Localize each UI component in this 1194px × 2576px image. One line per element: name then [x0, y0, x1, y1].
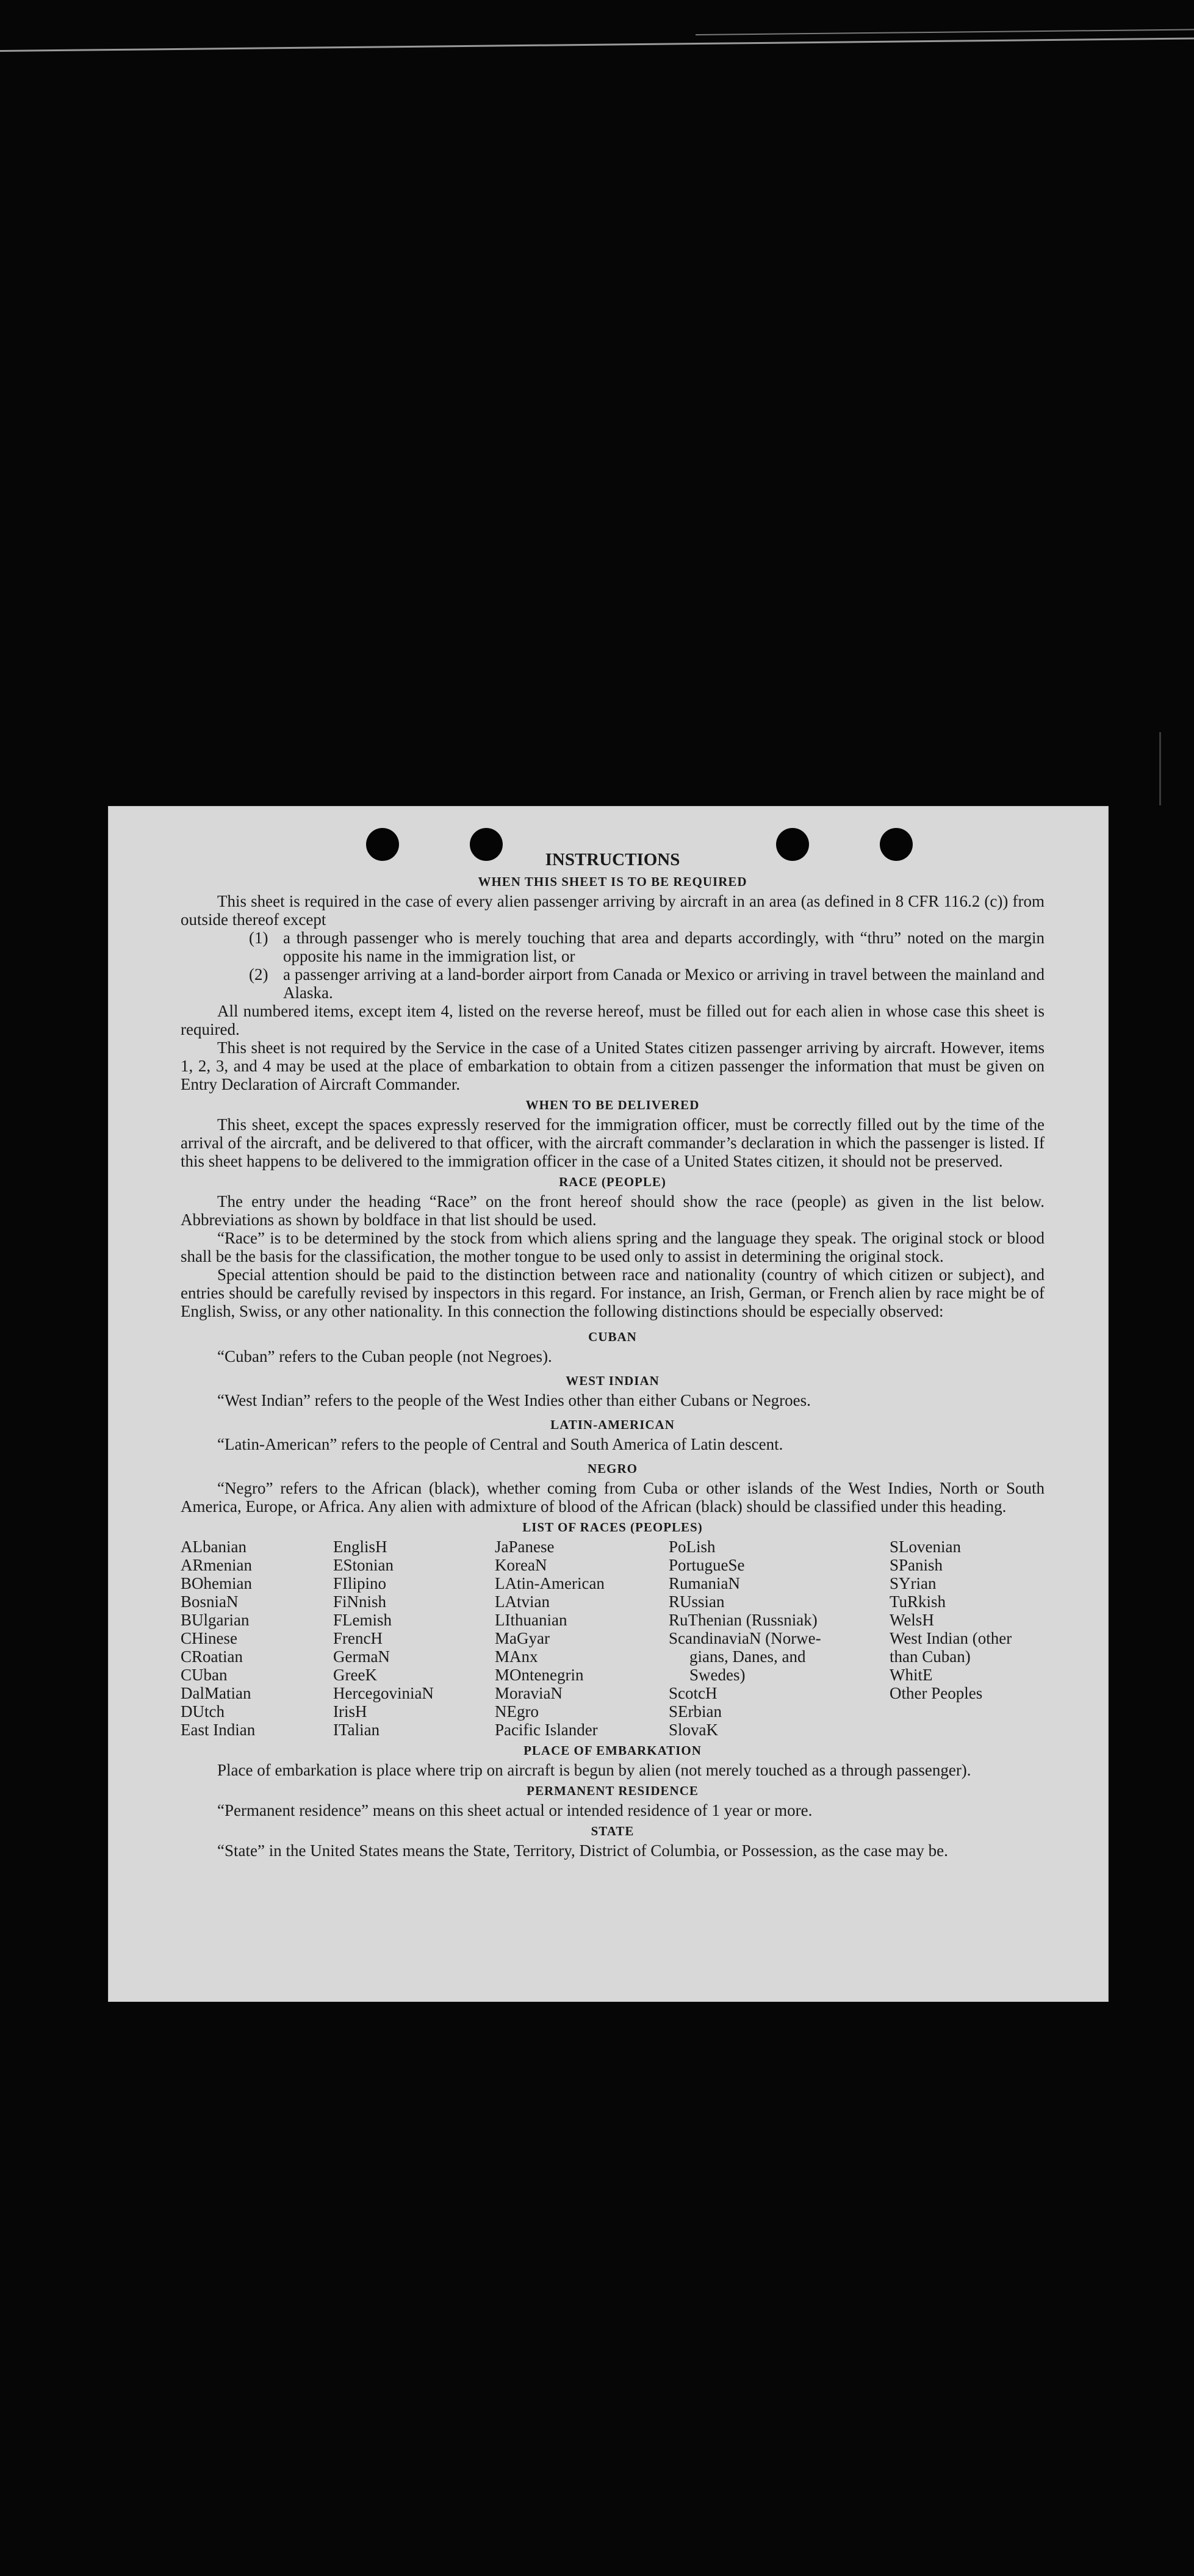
list-item: CHinese [181, 1629, 237, 1647]
races-column-1 [181, 1538, 333, 1739]
section-heading-latin-american: LATIN-AMERICAN [550, 1417, 675, 1432]
list-item: BosniaN [181, 1592, 239, 1611]
instructions-body [181, 851, 1045, 1860]
list-item-continuation: Swedes) [689, 1666, 746, 1684]
list-item: ScandinaviaN (Norwe- [669, 1629, 821, 1647]
list-item-continuation: than Cuban) [890, 1647, 971, 1666]
paragraph: “Negro” refers to the African (black), whether coming from Cuba or other islands of the West Indies, North or South America, Europe, or Africa. Any alien with admixture of blood of the African (black) should be classified under this heading. [181, 1479, 1045, 1516]
list-item: KoreaN [495, 1556, 547, 1574]
list-item: WhitE [890, 1666, 933, 1684]
section-heading-west-indian: WEST INDIAN [566, 1373, 660, 1388]
list-item: ScotcH [669, 1684, 717, 1702]
races-column-3 [495, 1538, 669, 1739]
list-item: HercegoviniaN [333, 1684, 434, 1702]
list-item: BUlgarian [181, 1611, 250, 1629]
paragraph: This sheet is not required by the Service in the case of a United States citizen passenger arriving by aircraft. However, items 1, 2, 3, and 4 may be used at the place of embarkation to obtain from a citizen passenger the information that must be given on Entry Declaration of Aircraft Commander. [181, 1038, 1045, 1093]
list-item [181, 929, 1045, 965]
list-item: GermaN [333, 1647, 390, 1666]
list-item: MOntenegrin [495, 1666, 584, 1684]
list-item-number: (2) [249, 965, 268, 984]
paragraph: “Latin-American” refers to the people of Central and South America of Latin descent. [217, 1435, 783, 1453]
list-item: LAtvian [495, 1592, 550, 1611]
list-item: GreeK [333, 1666, 377, 1684]
document-page [109, 807, 1108, 2001]
scanner-artifact [1159, 732, 1161, 805]
list-item: IrisH [333, 1702, 367, 1721]
list-item: East Indian [181, 1721, 256, 1739]
section-heading-residence: PERMANENT RESIDENCE [527, 1783, 699, 1798]
list-item: FrencH [333, 1629, 383, 1647]
races-list [181, 1538, 1045, 1739]
races-column-5 [890, 1538, 1045, 1739]
section-heading-negro: NEGRO [587, 1461, 638, 1476]
list-item-continuation: gians, Danes, and [689, 1647, 806, 1666]
section-heading-cuban: CUBAN [588, 1329, 637, 1344]
paragraph: “West Indian” refers to the people of the West Indies other than either Cubans or Negroes. [217, 1391, 811, 1409]
list-item: West Indian (other [890, 1629, 1012, 1647]
list-item: TuRkish [890, 1592, 946, 1611]
list-item: LAtin-American [495, 1574, 605, 1592]
list-item: WelsH [890, 1611, 934, 1629]
list-item: FLemish [333, 1611, 392, 1629]
list-item: LIthuanian [495, 1611, 567, 1629]
list-item: SErbian [669, 1702, 722, 1721]
list-item: SLovenian [890, 1538, 961, 1556]
list-item: Pacific Islander [495, 1721, 598, 1739]
list-item-text: a through passenger who is merely touching that area and departs accordingly, with “thru” noted on the margin opposite his name in the immigration list, or [283, 929, 1045, 965]
section-heading-embarkation: PLACE OF EMBARKATION [523, 1743, 702, 1758]
paragraph: Special attention should be paid to the distinction between race and nationality (country of which citizen or subject), and entries should be carefully revised by inspectors in this regard. For instance, an Irish, German, or French alien by race might be of English, Swiss, or any other nationality. In this connection the following distinctions should be especially observed: [181, 1265, 1045, 1320]
list-item: ITalian [333, 1721, 380, 1739]
section-heading-when-required: WHEN THIS SHEET IS TO BE REQUIRED [478, 874, 747, 889]
paragraph: “Cuban” refers to the Cuban people (not Negroes). [217, 1347, 552, 1365]
paragraph: “State” in the United States means the State, Territory, District of Columbia, or Possession, as the case may be. [217, 1841, 948, 1860]
list-item: MAnx [495, 1647, 538, 1666]
list-item [181, 965, 1045, 1002]
section-heading-when-delivered: WHEN TO BE DELIVERED [525, 1098, 700, 1112]
list-item: PoLish [669, 1538, 716, 1556]
scanner-edge-line-secondary [696, 29, 1194, 35]
list-item: CRoatian [181, 1647, 243, 1666]
list-item: FiNnish [333, 1592, 387, 1611]
list-item: DalMatian [181, 1684, 251, 1702]
list-item: JaPanese [495, 1538, 555, 1556]
list-item: MaGyar [495, 1629, 550, 1647]
paragraph: “Permanent residence” means on this sheet actual or intended residence of 1 year or more. [217, 1801, 813, 1819]
list-item-number: (1) [249, 929, 268, 947]
list-item: EStonian [333, 1556, 394, 1574]
list-item: SYrian [890, 1574, 937, 1592]
list-item: EnglisH [333, 1538, 387, 1556]
paragraph: This sheet is required in the case of every alien passenger arriving by aircraft in an area (as defined in 8 CFR 116.2 (c)) from outside thereof except [181, 892, 1045, 929]
list-item: PortugueSe [669, 1556, 745, 1574]
list-item: DUtch [181, 1702, 225, 1721]
list-item: CUban [181, 1666, 228, 1684]
list-item: Other Peoples [890, 1684, 983, 1702]
section-heading-races-list: LIST OF RACES (PEOPLES) [522, 1520, 703, 1534]
list-item: RumaniaN [669, 1574, 740, 1592]
list-item: RUssian [669, 1592, 725, 1611]
list-item: SlovaK [669, 1721, 718, 1739]
list-item: NEgro [495, 1702, 539, 1721]
paragraph: All numbered items, except item 4, listed on the reverse hereof, must be filled out for each alien in whose case this sheet is required. [181, 1002, 1045, 1038]
scanner-edge-line [0, 38, 1194, 52]
races-column-2 [333, 1538, 495, 1739]
list-item: RuThenian (Russniak) [669, 1611, 818, 1629]
list-item: MoraviaN [495, 1684, 563, 1702]
paragraph: The entry under the heading “Race” on the front hereof should show the race (people) as given in the list below. Abbreviations as shown by boldface in that list should be used. [181, 1192, 1045, 1229]
paragraph: Place of embarkation is place where trip on aircraft is begun by alien (not merely touched as a through passenger). [217, 1761, 971, 1779]
list-item: SPanish [890, 1556, 943, 1574]
list-item: FIlipino [333, 1574, 387, 1592]
list-item-text: a passenger arriving at a land-border airport from Canada or Mexico or arriving in travel between the mainland and Alaska. [283, 965, 1045, 1002]
paragraph: This sheet, except the spaces expressly reserved for the immigration officer, must be correctly filled out by the time of the arrival of the aircraft, and be delivered to that officer, with the aircraft commander’s declaration in which the passenger is listed. If this sheet happens to be delivered to the immigration officer in the case of a United States citizen, it should not be preserved. [181, 1115, 1045, 1170]
list-item: ARmenian [181, 1556, 252, 1574]
list-item: BOhemian [181, 1574, 252, 1592]
page-title: INSTRUCTIONS [545, 850, 680, 869]
section-heading-race: RACE (PEOPLE) [559, 1175, 666, 1189]
list-item: ALbanian [181, 1538, 246, 1556]
races-column-4 [669, 1538, 890, 1739]
paragraph: “Race” is to be determined by the stock from which aliens spring and the language they speak. The original stock or blood shall be the basis for the classification, the mother tongue to be used only to assist in determining the original stock. [181, 1229, 1045, 1265]
section-heading-state: STATE [591, 1824, 635, 1838]
